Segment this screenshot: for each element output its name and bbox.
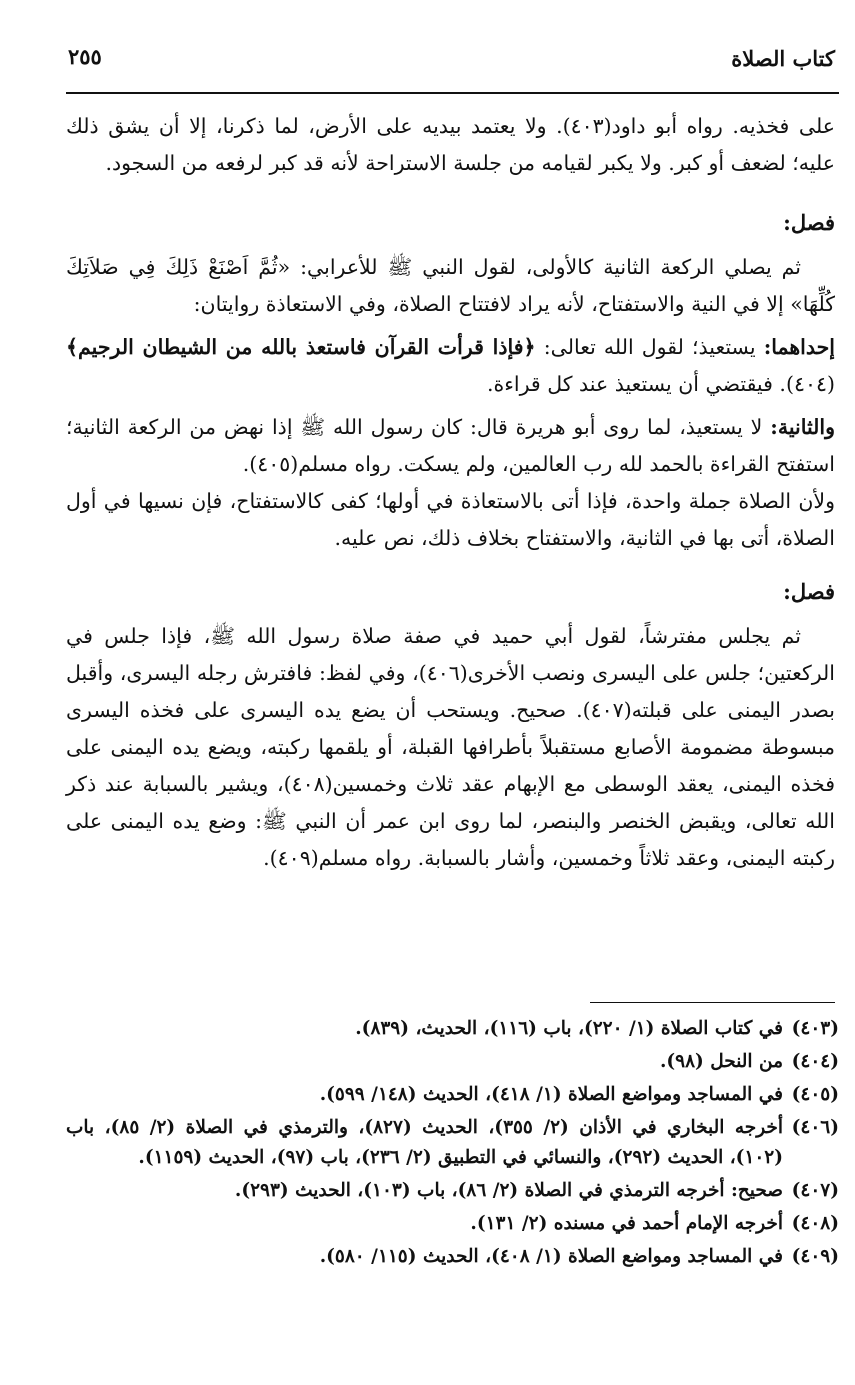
paragraph-2: ثم يصلي الركعة الثانية كالأولى، لقول النبي ﷺ للأعرابي: «ثُمَّ اَصْنَعْ ذَلِكَ فِي صَلاَتِكَ كُلِّهَا» إلا في النية والاستفتاح، لأنه يراد لافتتاح الصلاة، وفي الاستعاذة روايتان:: [66, 255, 835, 316]
footnote-number: (٤٠٧): [791, 1180, 839, 1201]
paragraph-1: على فخذيه. رواه أبو داود(٤٠٣). ولا يعتمد بيديه على الأرض، لما ذكرنا، إلا أن يشق ذلك عليه؛ لضعف أو كبر. ولا يكبر لقيامه من جلسة الاستراحة لأنه قد كبر لرفعه من السجود.: [66, 114, 835, 175]
footnote-number: (٤٠٨): [791, 1213, 839, 1234]
main-text: [66, 108, 835, 877]
paragraph-4: [66, 409, 835, 483]
footnote-number: (٤٠٤): [791, 1051, 839, 1072]
footnote-text: من النحل (٩٨).: [659, 1051, 783, 1072]
footnote: [66, 1113, 839, 1173]
footnote-number: (٤٠٩): [791, 1246, 839, 1267]
quran-verse: ﴿فإذا قرأت القرآن فاستعذ بالله من الشيطان الرجيم﴾: [66, 335, 536, 359]
footnote-text: في المساجد ومواضع الصلاة (١/ ٤٠٨)، الحديث (١١٥/ ٥٨٠).: [319, 1246, 783, 1267]
section-heading-1: فصل:: [783, 210, 835, 235]
paragraph-3: [66, 329, 835, 403]
page-header: [66, 36, 839, 94]
footnotes: [66, 1014, 839, 1275]
paragraph-3-lead: إحداهما:: [763, 335, 835, 359]
footnote-number: (٤٠٥): [791, 1084, 839, 1105]
footnote: [66, 1242, 839, 1272]
footnote: [66, 1176, 839, 1206]
footnote: [66, 1209, 839, 1239]
footnote-text: في كتاب الصلاة (١/ ٢٢٠)، باب (١١٦)، الحديث، (٨٣٩).: [355, 1018, 783, 1039]
paragraph-3-tail: (٤٠٤). فيقتضي أن يستعيذ عند كل قراءة.: [487, 372, 835, 396]
footnote-text: أخرجه البخاري في الأذان (٢/ ٣٥٥)، الحديث (٨٢٧)، والترمذي في الصلاة (٢/ ٨٥)، باب (١٠٢)، الحديث (٢٩٢)، والنسائي في التطبيق (٢/ ٢٣٦)، باب (٩٧)، الحديث (١١٥٩).: [66, 1117, 783, 1168]
paragraph-3-text: يستعيذ؛ لقول الله تعالى:: [543, 335, 756, 359]
section-heading-2: فصل:: [783, 579, 835, 604]
paragraph-4-lead: والثانية:: [770, 415, 835, 439]
footnote-text: صحيح: أخرجه الترمذي في الصلاة (٢/ ٨٦)، باب (١٠٣)، الحديث (٢٩٣).: [234, 1180, 783, 1201]
paragraph-6: ثم يجلس مفترشاً، لقول أبي حميد في صفة صلاة رسول الله ﷺ، فإذا جلس في الركعتين؛ جلس على اليسرى ونصب الأخرى(٤٠٦)، وفي لفظ: فافترش رجله اليسرى، وأقبل بصدر اليمنى على قبلته(٤٠٧). صحيح. ويستحب أن يضع يده اليسرى على فخذه اليسرى مبسوطة مضمومة الأصابع مستقبلاً بأطرافها القبلة، أو يلقمها ركبته، ويضع يده اليمنى على فخذه اليمنى، يعقد الوسطى مع الإبهام عقد ثلاث وخمسين(٤٠٨)، ويشير بالسبابة عند ذكر الله تعالى، ويقبض الخنصر والبنصر، لما روى ابن عمر أن النبي ﷺ: وضع يده اليمنى على ركبته اليمنى، وعقد ثلاثاً وخمسين، وأشار بالسبابة. رواه مسلم(٤٠٩).: [66, 624, 835, 870]
footnote: [66, 1014, 839, 1044]
footnote-number: (٤٠٣): [791, 1018, 839, 1039]
footnote-number: (٤٠٦): [791, 1117, 839, 1138]
footnote-separator: [590, 1002, 835, 1003]
page-number: ٢٥٥: [68, 44, 102, 69]
paragraph-5: ولأن الصلاة جملة واحدة، فإذا أتى بالاستعاذة في أولها؛ كفى كالاستفتاح، فإن نسيها في أول الصلاة، أتى بها في الثانية، والاستفتاح بخلاف ذلك، نص عليه.: [66, 489, 835, 550]
footnote: [66, 1080, 839, 1110]
footnote-text: في المساجد ومواضع الصلاة (١/ ٤١٨)، الحديث (١٤٨/ ٥٩٩).: [319, 1084, 783, 1105]
footnote: [66, 1047, 839, 1077]
paragraph-4-text: لا يستعيذ، لما روى أبو هريرة قال: كان رسول الله ﷺ إذا نهض من الركعة الثانية؛ استفتح القراءة بالحمد لله رب العالمين، ولم يسكت. رواه مسلم(٤٠٥).: [66, 415, 835, 476]
running-title: كتاب الصلاة: [731, 46, 835, 71]
footnote-text: أخرجه الإمام أحمد في مسنده (٢/ ١٣١).: [470, 1213, 783, 1234]
